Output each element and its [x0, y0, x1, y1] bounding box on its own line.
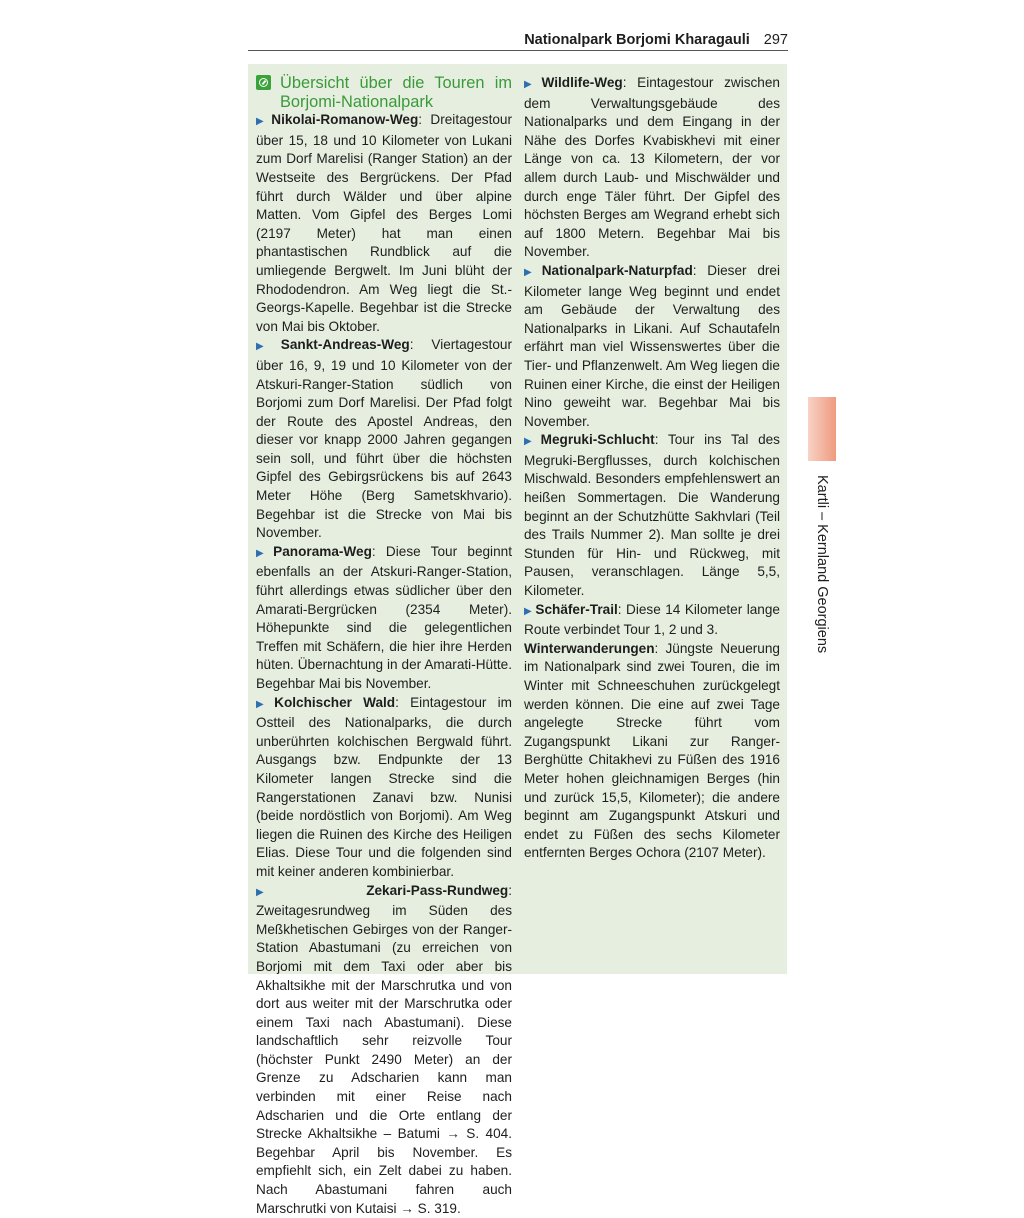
tour-entry: ▶ Panorama-Weg: Diese Tour beginnt ebenfalls an der Atskuri-Ranger-Station, führt allerdings etwas südlicher über den Amarati-Bergrücken (2354 Meter). Höhepunkte sind die gelegentlichen Treffen mit Schäfern, die hier ihre Herden hüten. Übernachtung in der Amarati-Hütte. Begehbar Mai bis November.	[256, 543, 512, 691]
winter-entry: Winterwanderungen: Jüngste Neuerung im Nationalpark sind zwei Touren, die im Winter mit Schneeschuhen zurückgelegt werden können. Die eine auf zwei Tage angelegte Strecke führt vom Zugangspunkt Likani zur Ranger-Berghütte Chitakhevi zu Füßen des 1916 Meter hohen gleichnamigen Berges (hin und zurück 15,5, Kilometer); die andere beginnt am Zugangspunkt Atskuri und endet zu Füßen des sechs Kilometer entfernten Berges Ochora (2107 Meter).	[524, 640, 780, 861]
arrow-bullet-icon: ▶	[524, 266, 539, 278]
arrow-bullet-icon: ▶	[524, 79, 539, 90]
arrow-bullet-icon: ▶	[256, 886, 364, 898]
page-number: 297	[763, 32, 788, 48]
box-title: Übersicht über die Touren im Borjomi-Nationalpark	[256, 74, 512, 111]
tour-entry: ▶ Schäfer-Trail: Diese 14 Kilometer lange Route verbindet Tour 1, 2 und 3.	[524, 601, 780, 638]
arrow-bullet-icon: ▶	[524, 436, 538, 448]
tour-entry: ▶ Nikolai-Romanow-Weg: Dreitagestour über 15, 18 und 10 Kilometer von Lukani zum Dorf Marelisi (Ranger Station) an der Westseite des Bergrückens. Der Pfad führt durch Wälder und über alpine Matten. Vom Gipfel des Berges Lomi (2197 Meter) hat man einen phantastischen Rundblick auf die umliegende Bergwelt. Im Juni blüht der Rhododendron. Am Weg liegt die St.-Georgs-Kapelle. Begehbar ist die Strecke von Mai bis Oktober.	[256, 112, 512, 334]
tour-entry: ▶ Kolchischer Wald: Eintagestour im Ostteil des Nationalparks, die durch unberührten kolchischen Bergwald führt. Ausgangs bzw. Endpunkte der 13 Kilometer langen Strecke sind die Rangerstationen Zanavi bzw. Nunisi (beide nordöstlich von Borjomi). Am Weg liegen die Ruinen des Kirche des Heiligen Elias. Diese Tour und die folgenden sind mit keiner anderen kombinierbar.	[256, 694, 512, 879]
tour-entry: ▶ Wildlife-Weg: Eintagestour zwischen dem Verwaltungsgebäude des Nationalparks und dem Eingang in der Nähe des Dorfes Kvabiskhevi mit einer Länge von ca. 13 Kilometern, der vor allem durch Laub- und Mischwälder und durch enge Täler führt. Der Gipfel des höchsten Berges am Wegrand erhebt sich auf 1800 Metern. Begehbar Mai bis November.	[524, 75, 780, 260]
chapter-side-label: Kartli – Kernland Georgiens	[814, 475, 830, 654]
arrow-bullet-icon: ▶	[256, 698, 272, 710]
arrow-bullet-icon: ▶	[256, 116, 269, 128]
chapter-tab-marker	[808, 397, 836, 461]
left-column	[256, 74, 512, 1218]
compass-icon	[256, 75, 271, 90]
right-column	[524, 74, 780, 863]
arrow-bullet-icon: ▶	[524, 605, 533, 617]
running-header	[248, 30, 788, 51]
arrow-bullet-icon: ▶	[256, 341, 278, 353]
chapter-title: Nationalpark Borjomi Kharagauli	[524, 32, 750, 48]
tours-overview-box	[248, 64, 787, 1216]
tour-entry: ▶ Nationalpark-Naturpfad: Dieser drei Kilometer lange Weg beginnt und endet am Gebäude der Verwaltung des Nationalparks in Likani. Auf Schautafeln erfährt man viel Wissenswertes über die Tier- und Pflanzenwelt. Am Weg liegen die Ruinen einer Kirche, die einst der Heiligen Nino geweiht war. Begehbar Mai bis November.	[524, 262, 780, 429]
tour-entry: ▶ Megruki-Schlucht: Tour ins Tal des Megruki-Bergflusses, durch kolchischen Mischwald. Besonders empfehlenswert an heißen Sommertagen. Die Wanderung beginnt an der Schutzhütte Sakhvlari (Teil des Trails Nummer 2). Man sollte je drei Stunden für Hin- und Rückweg, mit Pausen, veranschlagen. Länge 5,5, Kilometer.	[524, 432, 780, 599]
arrow-bullet-icon: ▶	[256, 547, 271, 559]
tour-entry: ▶ Sankt-Andreas-Weg: Viertagestour über 16, 9, 19 und 10 Kilometer von der Atskuri-Ranger-Station südlich von Borjomi zum Dorf Marelisi. Der Pfad folgt der Route des Apostel Andreas, den dieser vor knapp 2000 Jahren gegangen sein soll, und führt über die höchsten Gipfel des Gebirgsrückens bis auf 2643 Meter Höhe (Berg Sametskhvario). Begehbar ist die Strecke von Mai bis November.	[256, 337, 512, 541]
tour-entry: ▶ Zekari-Pass-Rundweg: Zweitagesrundweg im Süden des Meßkhetischen Gebirges von der Ranger-Station Abastumani (zu erreichen von Borjomi mit dem Taxi oder aber bis Akhaltsikhe mit der Marschrutka und von dort aus weiter mit der Marschrutka oder einem Taxi nach Abastumani). Diese landschaftlich sehr reizvolle Tour (höchster Punkt 2490 Meter) an der Grenze zu Adscharien kann man verbinden mit einer Reise nach Adscharien und die Orte entlang der Strecke Akhaltsikhe – Batumi → S. 404. Begehbar April bis November. Es empfiehlt sich, ein Zelt dabei zu haben. Nach Abastumani fahren auch Marschrutki von Kutaisi → S. 319.	[256, 882, 512, 1216]
